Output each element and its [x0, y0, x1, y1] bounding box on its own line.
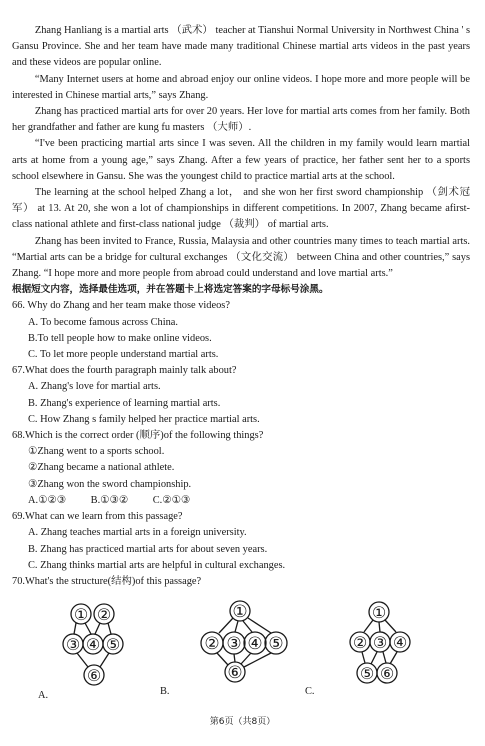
question-68-option-b[interactable]: B.①③② [90, 494, 129, 506]
structure-diagram-c[interactable] [340, 598, 430, 688]
diagram-c-node-2: ② [352, 633, 368, 652]
question-66-option-a[interactable]: A. To become famous across China. [28, 316, 178, 328]
diagram-c-node-3: ③ [372, 633, 388, 652]
instruction: 根据短文内容，选择最佳选项，并在答题卡上将选定答案的字母标号涂黑。 [12, 284, 329, 296]
diagram-b-node-4: ④ [247, 634, 263, 654]
gloss-championship: （剑术冠军） [12, 187, 470, 215]
reading-passage [12, 23, 470, 590]
diagram-b-node-5: ⑤ [268, 634, 284, 654]
question-69-option-c[interactable]: C. Zhang thinks martial arts are helpful in cultural exchanges. [28, 559, 286, 571]
paragraph-1 [12, 23, 470, 72]
paragraph-1-text: Zhang Hanliang is a martial arts [34, 25, 169, 36]
question-66-option-b[interactable]: B.To tell people how to make online videos. [28, 332, 212, 344]
question-70-stem: 70.What's the structure(结构)of this passage? [12, 575, 202, 587]
paragraph-1-text-2: teacher at Tianshui Normal University in Northwest China ' s Gansu Province. She and her team have made many traditional Chinese martial arts videos in the past years and these videos are popular online. [12, 25, 471, 69]
gloss-judge: （裁判） [223, 219, 266, 231]
diagram-b-node-2: ② [204, 634, 220, 654]
diagram-a-label[interactable]: A. [38, 690, 49, 701]
question-68-event-1: ①Zhang went to a sports school. [28, 446, 165, 458]
question-68-option-a[interactable]: A.①②③ [28, 494, 67, 506]
gloss-cultural-exchanges: （文化交流） [230, 251, 294, 263]
question-67-option-b[interactable]: B. Zhang's experience of learning martial arts. [28, 397, 221, 409]
diagram-a-node-1: ① [73, 605, 89, 624]
diagram-c-label[interactable]: C. [305, 686, 315, 697]
diagram-b-node-1: ① [232, 602, 248, 622]
gloss-martial-arts: （武术） [171, 25, 213, 36]
question-67-option-c[interactable]: C. How Zhang s family helped her practice martial arts. [28, 413, 260, 425]
paragraph-6-text: Zhang has been invited to France, Russia, Malaysia and other countries many times to teach martial arts. “Martial arts can be a bridge for cultural exchanges [12, 235, 470, 263]
question-68-stem: 68.Which is the correct order (顺序)of the following things? [12, 430, 264, 442]
paragraph-6-text-2: between China and other countries,” says Zhang. “I hope more and more people from abroad could understand and love martial arts.” [12, 251, 470, 280]
diagram-a-node-6: ⑥ [86, 666, 102, 685]
paragraph-4: “I've been practicing martial arts since I was seven. All the children in my family would learn martial arts at home from a young age,” says Zhang. After a few years of practice, her father sent her to a sports school elsewhere in Gansu. She was the youngest child to practice martial arts at the school. [12, 138, 470, 182]
paragraph-5-text-3: of martial arts. [267, 219, 329, 231]
paragraph-3-text: Zhang has practiced martial arts for over 20 years. Her love for martial arts comes from her family. Both her grandfather and father are kung fu masters [12, 106, 470, 134]
gloss-masters: （大师） [207, 122, 249, 134]
paragraph-5 [12, 185, 470, 234]
diagram-c-node-5: ⑤ [359, 664, 375, 683]
diagram-a-node-5: ⑤ [105, 635, 121, 654]
diagram-b-node-6: ⑥ [227, 663, 243, 683]
question-69-option-b[interactable]: B. Zhang has practiced martial arts for about seven years. [28, 543, 268, 555]
paragraph-6 [12, 234, 470, 283]
paragraph-5-text: The learning at the school helped Zhang a lot， and she won her first sword championship [34, 187, 424, 199]
question-69-stem: 69.What can we learn from this passage? [12, 511, 183, 523]
diagram-a-node-2: ② [96, 605, 112, 624]
diagram-c-node-4: ④ [392, 633, 408, 652]
structure-diagram-a[interactable] [50, 600, 140, 692]
structure-diagram-b[interactable] [195, 596, 315, 686]
question-66-stem: 66. Why do Zhang and her team make those videos? [12, 300, 230, 312]
question-68-option-c[interactable]: C.②①③ [152, 494, 191, 506]
question-67-stem: 67.What does the fourth paragraph mainly talk about? [12, 365, 237, 377]
question-68-event-3: ③Zhang won the sword championship. [28, 478, 192, 490]
question-68-options [12, 493, 470, 509]
diagram-a-node-4: ④ [85, 635, 101, 654]
paragraph-3-end: . [248, 122, 252, 134]
question-67-option-a[interactable]: A. Zhang's love for martial arts. [28, 381, 161, 393]
paragraph-3 [12, 104, 470, 136]
page-footer: 第6页（共8页） [209, 717, 276, 727]
diagram-c-node-6: ⑥ [379, 664, 395, 683]
question-66-option-c[interactable]: C. To let more people understand martial arts. [28, 349, 219, 361]
paragraph-5-text-2: at 13. At 20, she won a lot of championships in different competitions. In 2007, Zhang became afirst-class national athlete and first-class national judge [12, 203, 471, 231]
diagram-b-label[interactable]: B. [160, 686, 170, 697]
diagram-a-node-3: ③ [65, 635, 81, 654]
question-69-option-a[interactable]: A. Zhang teaches martial arts in a foreign university. [28, 527, 247, 539]
question-68-event-2: ②Zhang became a national athlete. [28, 462, 175, 474]
diagram-c-node-1: ① [371, 603, 387, 622]
diagram-b-node-3: ③ [226, 634, 242, 654]
paragraph-2: “Many Internet users at home and abroad enjoy our online videos. I hope more and more people will be interested in Chinese martial arts,” says Zhang. [12, 73, 470, 101]
